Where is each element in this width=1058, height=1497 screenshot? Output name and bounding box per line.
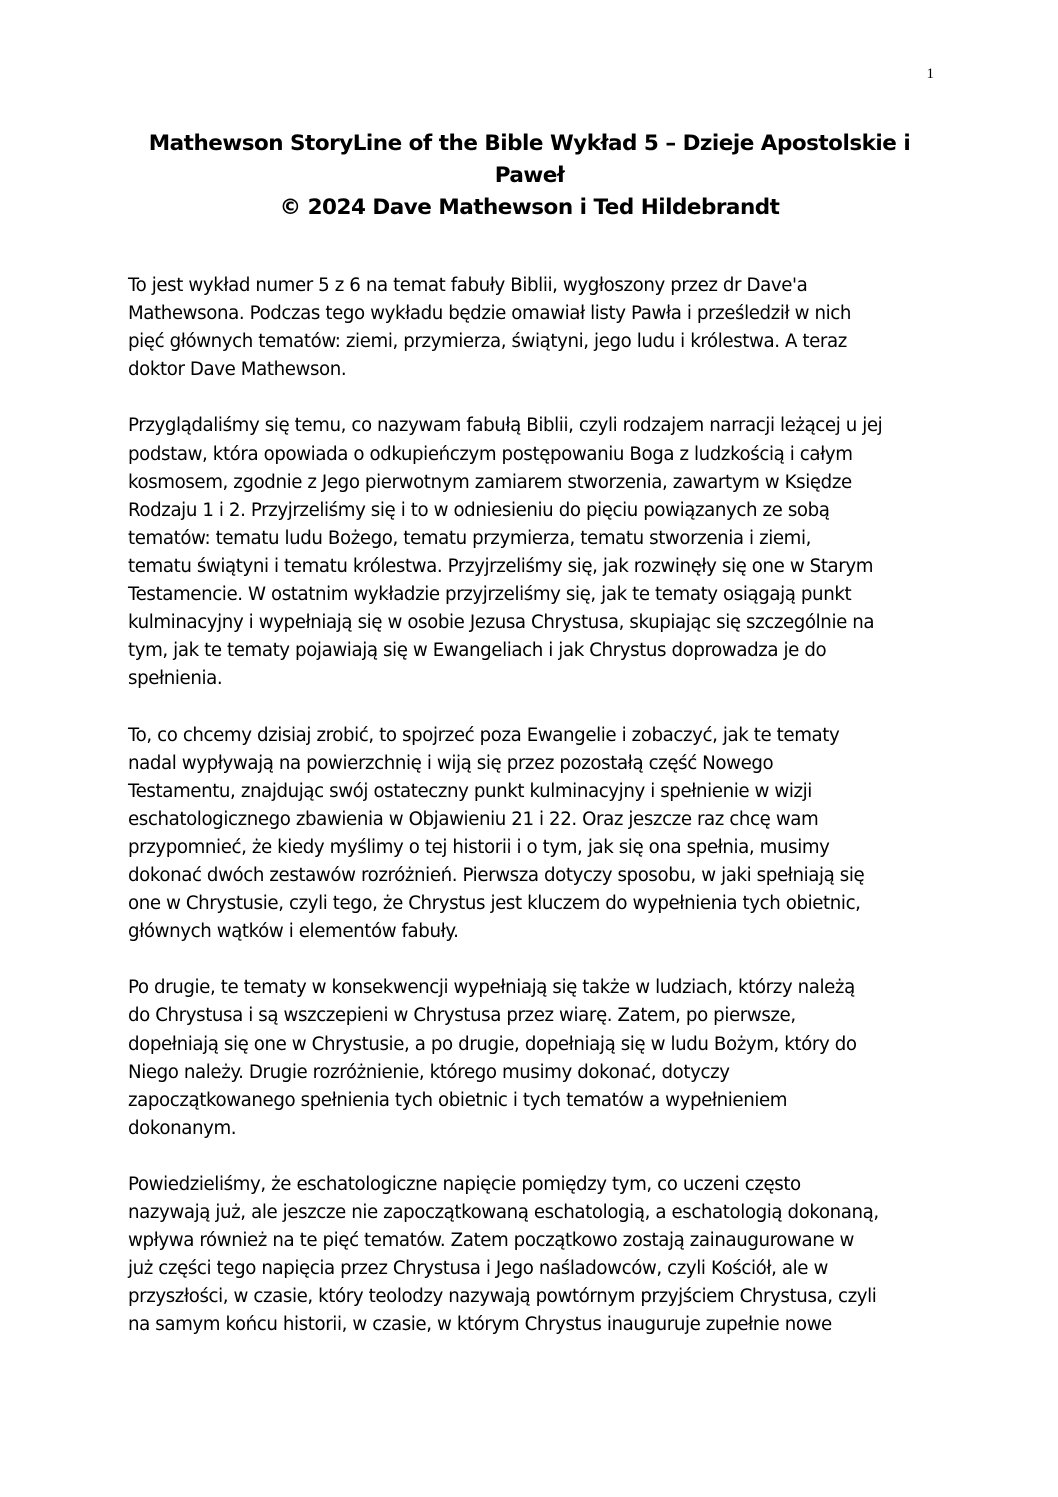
paragraph-line: nadal wypływają na powierzchnię i wiją się przez pozostałą część Nowego	[128, 752, 774, 774]
paragraph	[128, 1171, 940, 1340]
paragraph-line: To jest wykład numer 5 z 6 na temat fabuły Biblii, wygłoszony przez dr Dave'a	[128, 275, 808, 296]
paragraph-line: spełnienia.	[128, 668, 223, 690]
paragraph-line: podstaw, która opowiada o odkupieńczym postępowaniu Boga z ludzkością i całym	[128, 443, 853, 465]
paragraph	[128, 272, 940, 384]
paragraph-line: Powiedzieliśmy, że eschatologiczne napięcie pomiędzy tym, co uczeni często	[128, 1174, 801, 1195]
paragraph-line: Rodzaju 1 i 2. Przyjrzeliśmy się i to w odniesieniu do pięciu powiązanych ze sobą	[128, 499, 830, 521]
paragraph-line: pięć głównych tematów: ziemi, przymierza, świątyni, jego ludu i królestwa. A teraz	[128, 331, 847, 353]
paragraph-line: Testamentu, znajdując swój ostateczny punkt kulminacyjny i spełnienie w wizji	[128, 780, 812, 802]
paragraph	[128, 412, 940, 693]
paragraph-line: zapoczątkowanego spełnienia tych obietnic i tych tematów a wypełnieniem	[128, 1089, 788, 1111]
page-number: 1	[926, 66, 934, 82]
paragraph-line: Testamencie. W ostatnim wykładzie przyjrzeliśmy się, jak te tematy osiągają punkt	[128, 584, 852, 606]
title-line-2: Paweł	[494, 163, 565, 188]
paragraph-line: kosmosem, zgodnie z Jego pierwotnym zamiarem stworzenia, zawartym w Księdze	[128, 471, 852, 493]
paragraph-line: dokonać dwóch zestawów rozróżnień. Pierwsza dotyczy sposobu, w jaki spełniają się	[128, 864, 865, 886]
paragraph	[128, 722, 940, 947]
paragraph-line: To, co chcemy dzisiaj zrobić, to spojrzeć poza Ewangelie i zobaczyć, jak te tematy	[128, 724, 840, 746]
paragraph-line: wpływa również na te pięć tematów. Zatem początkowo zostają zainaugurowane w	[128, 1230, 854, 1252]
paragraph-line: tematów: tematu ludu Bożego, tematu przymierza, tematu stworzenia i ziemi,	[128, 527, 812, 549]
title-line-3: © 2024 Dave Mathewson i Ted Hildebrandt	[279, 195, 780, 220]
paragraph-line: doktor Dave Mathewson.	[128, 359, 347, 381]
paragraph-line: tym, jak te tematy pojawiają się w Ewangeliach i jak Chrystus doprowadza je do	[128, 640, 827, 662]
paragraph-line: kulminacyjny i wypełniają się w osobie Jezusa Chrystusa, skupiając się szczególnie na	[128, 612, 875, 634]
paragraph-line: przypomnieć, że kiedy myślimy o tej historii i o tym, jak się ona spełnia, musimy	[128, 836, 830, 858]
paragraph-line: dopełniają się one w Chrystusie, a po drugie, dopełniają się w ludu Bożym, który do	[128, 1033, 857, 1055]
paragraph-line: Niego należy. Drugie rozróżnienie, którego musimy dokonać, dotyczy	[128, 1061, 730, 1083]
paragraph-line: tematu świątyni i tematu królestwa. Przyjrzeliśmy się, jak rozwinęły się one w Starym	[128, 555, 874, 577]
paragraph-line: Przyglądaliśmy się temu, co nazywam fabułą Biblii, czyli rodzajem narracji leżącej u jej	[128, 415, 883, 437]
paragraph-line: Mathewsona. Podczas tego wykładu będzie omawiał listy Pawła i prześledził w nich	[128, 303, 852, 325]
paragraph-line: już części tego napięcia przez Chrystusa i Jego naśladowców, czyli Kościół, ale w	[128, 1258, 828, 1280]
paragraph-line: głównych wątków i elementów fabuły.	[128, 921, 459, 943]
paragraph	[128, 974, 940, 1143]
paragraph-line: do Chrystusa i są wszczepieni w Chrystusa przez wiarę. Zatem, po pierwsze,	[128, 1005, 796, 1027]
document-body	[128, 272, 940, 1368]
paragraph-line: na samym końcu historii, w czasie, w którym Chrystus inauguruje zupełnie nowe	[128, 1314, 832, 1336]
title-line-1: Mathewson StoryLine of the Bible Wykład 5 – Dzieje Apostolskie i	[148, 131, 911, 156]
paragraph-line: dokonanym.	[128, 1117, 237, 1139]
document-title	[128, 128, 931, 224]
paragraph-line: one w Chrystusie, czyli tego, że Chrystus jest kluczem do wypełnienia tych obietnic,	[128, 893, 861, 915]
paragraph-line: eschatologicznego zbawienia w Objawieniu 21 i 22. Oraz jeszcze raz chcę wam	[128, 808, 819, 830]
paragraph-line: przyszłości, w czasie, który teolodzy nazywają powtórnym przyjściem Chrystusa, czyli	[128, 1286, 877, 1308]
paragraph-line: Po drugie, te tematy w konsekwencji wypełniają się także w ludziach, którzy należą	[128, 977, 855, 999]
paragraph-line: nazywają już, ale jeszcze nie zapoczątkowaną eschatologią, a eschatologią dokonaną,	[128, 1202, 879, 1224]
